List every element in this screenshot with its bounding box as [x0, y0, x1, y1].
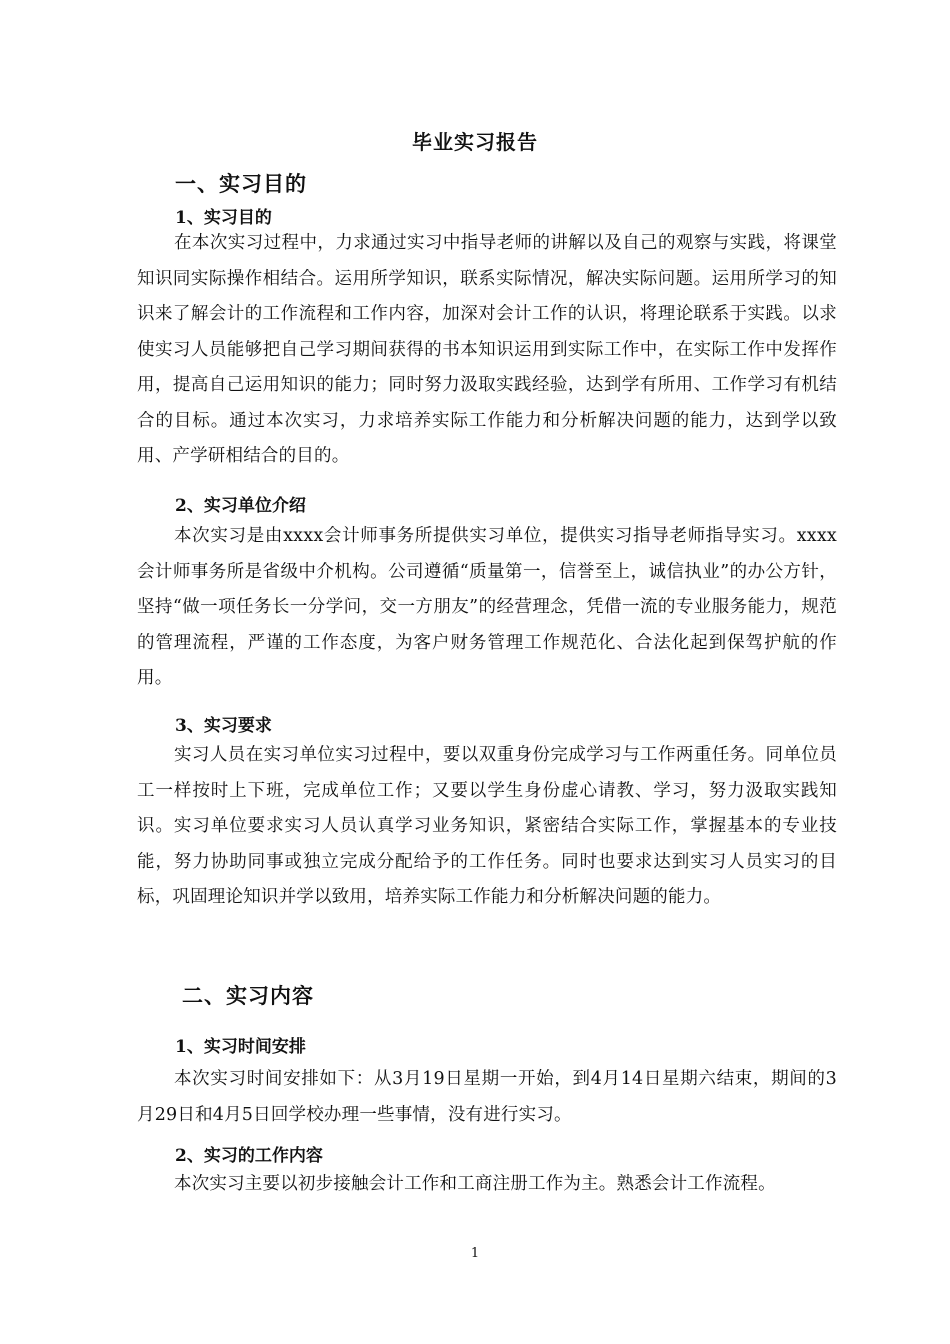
subsection-heading-purpose: 1、实习目的 — [175, 208, 272, 228]
subsection-heading-schedule: 1、实习时间安排 — [175, 1037, 306, 1057]
page-number: 1 — [470, 1246, 480, 1261]
subsection-heading-unit-intro: 2、实习单位介绍 — [175, 496, 306, 516]
section-heading-purpose: 一、实习目的 — [175, 171, 307, 196]
paragraph-requirements: 实习人员在实习单位实习过程中，要以双重身份完成学习与工作两重任务。同单位员工一样按时上下班，完成单位工作；又要以学生身份虚心请教、学习，努力汲取实践知识。实习单位要求实习人员认真学习业务知识，紧密结合实际工作，掌握基本的专业技能，努力协助同事或独立完成分配给予的工作任务。同时也要求达到实习人员实习的目标，巩固理论知识并学以致用，培养实际工作能力和分析解决问题的能力。 — [137, 745, 837, 907]
paragraph-unit-intro: 本次实习是由xxxx会计师事务所提供实习单位，提供实习指导老师指导实习。xxxx会计师事务所是省级中介机构。公司遵循“质量第一，信誉至上，诚信执业”的办公方针，坚持“做一项任务长一分学问，交一方朋友”的经营理念，凭借一流的专业服务能力，规范的管理流程，严谨的工作态度，为客户财务管理工作规范化、合法化起到保驾护航的作用。 — [137, 526, 837, 688]
subsection-heading-requirements: 3、实习要求 — [175, 716, 272, 736]
paragraph-work-content: 本次实习主要以初步接触会计工作和工商注册工作为主。熟悉会计工作流程。 — [174, 1174, 776, 1194]
document-title: 毕业实习报告 — [412, 130, 538, 154]
section-heading-content: 二、实习内容 — [182, 983, 314, 1008]
paragraph-schedule: 本次实习时间安排如下：从3月19日星期一开始，到4月14日星期六结束，期间的3月29日和4月5日回学校办理一些事情，没有进行实习。 — [137, 1069, 837, 1125]
subsection-heading-work-content: 2、实习的工作内容 — [175, 1146, 323, 1166]
paragraph-purpose: 在本次实习过程中，力求通过实习中指导老师的讲解以及自己的观察与实践，将课堂知识同实际操作相结合。运用所学知识，联系实际情况，解决实际问题。运用所学习的知识来了解会计的工作流程和工作内容，加深对会计工作的认识，将理论联系于实践。以求使实习人员能够把自己学习期间获得的书本知识运用到实际工作中，在实际工作中发挥作用，提高自己运用知识的能力；同时努力汲取实践经验，达到学有所用、工作学习有机结合的目标。通过本次实习，力求培养实际工作能力和分析解决问题的能力，达到学以致用、产学研相结合的目的。 — [137, 233, 837, 466]
